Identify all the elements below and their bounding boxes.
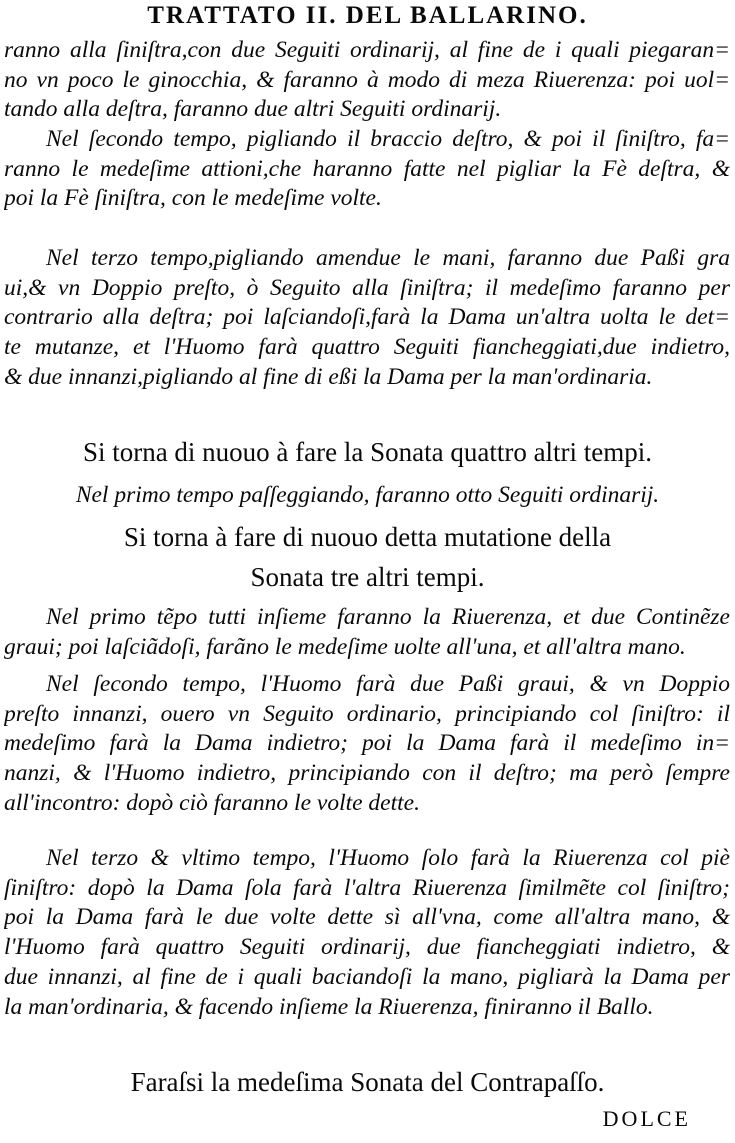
paragraph-3 xyxy=(4,244,730,393)
text-line: Nel terzo & vltimo tempo, l'Huomo ſolo farà la Riuerenza col piè xyxy=(46,845,730,871)
text-line: l'Huomo farà quattro Seguiti ordinarij, due fiancheggiati indietro, & xyxy=(4,934,730,961)
text-line: medeſimo farà la Dama indietro; poi la Dama farà il medeſimo in= xyxy=(4,730,730,757)
paragraph-6 xyxy=(4,844,730,1022)
text-line: ranno alla ſiniſtra,con due Seguiti ordinarij, al fine de i quali piegaran= xyxy=(4,37,730,63)
text-line: ui,& vn Doppio preſto, ò Seguito alla ſiniſtra; il medeſimo faranno per xyxy=(4,274,730,301)
text-line: poi la Dama farà le due volte dette sì all'vna, come all'altra mano, & xyxy=(4,904,730,931)
paragraph-1 xyxy=(4,36,730,125)
text-line: ſiniſtro: dopò la Dama ſola farà l'altra Riuerenza ſimilmẽte col ſiniſtro; xyxy=(4,874,730,901)
text-line: nanzi, & l'Huomo indietro, principiando con il deſtro; ma però ſempre xyxy=(4,760,730,787)
paragraph-2 xyxy=(4,125,730,214)
text-line: & due innanzi,pigliando al fine di eßi la Dama per la man'ordinaria. xyxy=(4,363,653,390)
section-heading: Si torna di nuouo à fare la Sonata quattro altri tempi. xyxy=(82,437,653,467)
text-line: Nel primo tẽpo tutti inſieme faranno la Riuerenza, et due Continẽze xyxy=(46,604,730,630)
text-line: poi la Fè ſiniſtra, con le medeſime volte. xyxy=(4,185,382,212)
text-line: no vn poco le ginocchia, & faranno à modo di meza Riuerenza: poi uol= xyxy=(4,66,730,93)
text-line: all'incontro: dopò ciò faranno le volte dette. xyxy=(4,789,420,816)
text-line: te mutanze, et l'Huomo farà quattro Seguiti fiancheggiati,due indietro, xyxy=(4,334,730,361)
catchword: DOLCE xyxy=(602,1106,691,1131)
paragraph-4 xyxy=(4,603,730,662)
text-line: preſto innanzi, ouero vn Seguito ordinario, principiando col ſiniſtro: il xyxy=(4,700,730,727)
paragraph-5 xyxy=(4,670,730,819)
text-line: ranno le medeſime attioni,che haranno fatte nel pigliar la Fè deſtra, & xyxy=(4,155,730,182)
running-head: TRATTATO II. DEL BALLARINO. xyxy=(147,2,588,29)
text-line: due innanzi, al fine de i quali baciandoſi la mano, pigliarà la Dama per xyxy=(4,963,730,990)
text-line: Nel ſecondo tempo, l'Huomo farà due Paßi graui, & vn Doppio xyxy=(46,671,730,697)
text-line: Nel ſecondo tempo, pigliando il braccio deſtro, & poi il ſiniſtro, fa= xyxy=(46,126,730,152)
section-heading-line-1: Si torna à fare di nuouo detta mutatione della xyxy=(123,522,612,552)
text-line: graui; poi laſciãdoſi, farãno le medeſime uolte all'una, et all'altra mano. xyxy=(4,633,686,660)
text-line: la man'ordinaria, & facendo inſieme la Riuerenza, finiranno il Ballo. xyxy=(4,993,654,1020)
italic-line: Nel primo tempo paſſeggiando, faranno otto Seguiti ordinarij. xyxy=(75,482,660,508)
text-line: tando alla deſtra, faranno due altri Seguiti ordinarij. xyxy=(4,96,502,123)
closing-heading: Faraſsi la medeſima Sonata del Contrapaſſo. xyxy=(130,1067,605,1097)
section-heading-line-2: Sonata tre altri tempi. xyxy=(250,562,485,592)
text-line: contrario alla deſtra; poi laſciandoſi,farà la Dama un'altra uolta le det= xyxy=(4,304,730,331)
text-line: Nel terzo tempo,pigliando amendue le mani, faranno due Paßi gra xyxy=(46,245,730,271)
